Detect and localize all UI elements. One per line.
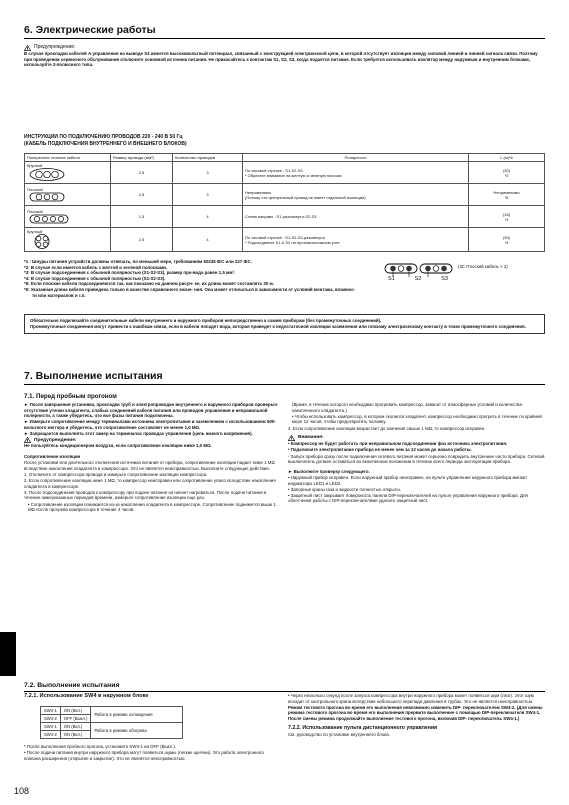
footnote: *6: Указанная длина кабеля приведена только в качестве справочного значе- ния. Она может отличаться в зависимости от условий монтажа, влажнос-	[24, 286, 356, 292]
table-row	[25, 228, 545, 252]
terminal-s3: S3	[441, 276, 448, 282]
subsection-7-2-title: 7.2. Выполнение испытания	[24, 682, 120, 689]
right-text-bold: Режим тестового прогона во время его выполнения невозможно изменить DIP- переключателем SW4-2. (Для смены режима тестового прогона во время его выполнения прервите выполнение с помощью DIP-переключателя SW4-1. После смены режима продолжайте выполнение тестового прогона, включив DIP- переключатель SW4-1.)	[288, 704, 543, 721]
s6-warning	[24, 45, 545, 68]
length: (30)	[502, 234, 511, 240]
check-item: • Запорные краны газа и жидкости полностью открыты.	[288, 486, 401, 492]
cable-type-cell	[25, 206, 111, 228]
subsection-7-1-title: 7.1. Перед пробным прогоном	[24, 393, 117, 400]
wire-size: 2,5	[111, 162, 173, 184]
sw4-note: * После выполнения пробного прогона, установите SW4-1 на OFF (Выкл.).	[24, 744, 177, 749]
pre-test-step: ► После завершения установки, прокладки труб и электропроводки внутреннего и наружного приборов проверьте отсутствие утечки хладагента, слабых соединений кабеля питания или проводов управления и неправильной полярности, а также убедитесь, что все фазы питания подключены.	[24, 402, 278, 419]
table-header-row	[25, 154, 545, 162]
length-cell	[469, 162, 545, 184]
length-note: *5	[504, 194, 509, 200]
right-text: (Время, в течение которого необходимо прогревать компрессор, зависит от атмосферных условий и количества накопленного хладагента.)	[292, 402, 522, 413]
s71-right-column	[288, 402, 545, 505]
attention-item: • Компрессор не будет работать при неправильном подсоединении фаз источника электропитания.	[288, 441, 508, 447]
check-title: ► Выполните проверку следующего.	[288, 468, 370, 474]
s6-warning-label: Предупреждение:	[34, 44, 76, 51]
sw4-note: • После подачи питания внутри наружного прибора могут появиться шумы (легкие щелчки). Это работа электронного клапана расширения (открытие и закрытие). Это не является неисправностью.	[24, 750, 264, 761]
switch-cell: SW4-2	[41, 715, 61, 723]
round-3-core-cable-icon	[27, 168, 67, 181]
table-row	[25, 206, 545, 228]
right-text: • Чтобы использовать компрессор, в котором скопился хладагент, компрессор необходимо прогреть в течение по крайней мере 12 часов, чтобы предотвратить поломку.	[292, 413, 542, 425]
polarity-note: (Потому что центральный провод не имеет отдельной изоляции)	[245, 194, 366, 200]
polarity-cell	[243, 206, 469, 228]
flat-3-core-cable-icon	[27, 192, 67, 202]
table-row	[41, 707, 183, 715]
mode-heat: Работа в режиме обогрева	[91, 723, 183, 739]
state-cell: ON (Вкл.)	[60, 723, 91, 731]
page-number: 108	[14, 786, 30, 796]
right-text: • Через несколько секунд после запуска компрессора внутри наружного прибора может появиться шум (лязг). Этот шум исходит от контрольного крана вследствие небольшого перепада давления в трубах. Это не является неисправностью.	[288, 693, 534, 704]
divider	[24, 691, 545, 692]
section-7-title: 7. Выполнение испытания	[24, 370, 545, 385]
table-row	[25, 184, 545, 206]
check-item: • Защитный лист закрывает поверхность панели DIP-переключателей на пульте управления наружного прибора. Для облегчения работы с DIP-переключателями удалите защитный лист.	[288, 492, 528, 504]
insulation-step: 1. Отключите от компрессора провода и измерьте сопротивление изоляции компрессора.	[24, 471, 208, 477]
wire-size: 1,5	[111, 206, 173, 228]
length-note: *2	[504, 172, 509, 178]
sw4-notes	[24, 744, 278, 762]
flat-cable-label: (3С Плоский кабель × 2)	[458, 264, 508, 269]
box-note-2: Промежуточные соединения могут привести к ошибкам связи, если в кабели попадет вода, которая приведет к недостаточной изоляции заземления или плохому электрическому контакту в точке промежуточного соединения.	[30, 323, 526, 329]
switch-cell: SW4-2	[41, 731, 61, 739]
wire-count: 3	[173, 184, 243, 206]
footnote: ти или материалов и т.п.	[32, 292, 86, 298]
length-note: *3	[504, 216, 509, 222]
terminal-s2: S2	[414, 276, 422, 282]
wiring-table	[24, 153, 545, 252]
instr-title: ИНСТРУКЦИИ ПО ПОДКЛЮЧЕНИЮ ПРОВОДОВ 220 - 240 В 50 Гц	[24, 134, 183, 140]
right-text: См. руководство по установке внутреннего блока.	[288, 731, 390, 737]
insulation-text: После установки или длительного отключения источника питания от прибора, сопротивление изоляции падает ниже 1 MΩ вследствие накопления хладагента в компрессоре. Это не является неисправностью. Выполните следующие действия.	[24, 460, 275, 471]
s72-right-column	[288, 693, 545, 738]
polarity: По часовой стрелке : S1-S2-S3	[245, 167, 303, 173]
state-cell: ON (Вкл.)	[60, 707, 91, 715]
s6-instr-title	[24, 134, 187, 147]
cable-type: Плоский	[27, 208, 43, 214]
polarity: Неприменимо	[245, 189, 272, 195]
polarity-cell	[243, 162, 469, 184]
polarity-note: * Обратите внимание на желтую и зеленую полоски	[245, 172, 342, 178]
length: (18)	[502, 211, 511, 217]
wire-size: 2,5	[111, 228, 173, 252]
length-cell	[469, 184, 545, 206]
col-header: Полярность	[243, 154, 469, 162]
polarity: Слева направо : S1-разомкнуто-S2-S3	[245, 214, 317, 219]
footnote: *3: В случае подсоединения с обычной полярностью (S1-S2-S3), размер про-вода равен 1,5 мм².	[24, 270, 236, 276]
table-row	[41, 723, 183, 731]
box-note	[24, 314, 545, 334]
subsection-7-2-1-title: 7.2.1. Использование SW4 в наружном блоке	[24, 693, 149, 699]
length-cell	[469, 206, 545, 228]
attention-item: - Запуск прибора сразу после подключения сетевого питания может серьезно повредить внутренние части прибора. Сетевой выключатель должен оставаться во включенном положении в течение всего периода эксплуатации прибора.	[288, 453, 545, 465]
terminal-s1: S1	[388, 276, 395, 282]
attention-item: • Подключите электропитание прибора не менее чем за 12 часов до начала работы.	[288, 447, 472, 453]
col-header: Поперечное сечение кабеля	[25, 154, 111, 162]
flat-cable-diagram	[384, 262, 454, 291]
s6-warning-text: В случае прокладки кабелей А-управления на выводе S3 имеется высоковольтный потенциал, связанный с конструкцией электрической цепи, в которой отсутствует изоляция между силовой линией и линией сигнала связи. Поэтому при проведении сервисного обслуживания отключите основной источник питания. Не прикасайтесь к контактам S1, S2, S3, когда подается питание. Если требуется использовать изолятор между наружным и внутренним блоками, используйте 3-полюсного типа.	[24, 51, 538, 68]
col-header: L (м)*6	[469, 154, 545, 162]
wire-count: 3	[173, 162, 243, 184]
s71-warning-text: Не пользуйтесь кондиционером воздуха, если сопротивление изоляции ниже 1,0 MΩ.	[24, 443, 212, 449]
side-tab	[0, 632, 16, 676]
insulation-title: Сопротивление изоляции	[24, 453, 81, 459]
col-header: Размер провода (мм²)	[111, 154, 173, 162]
pre-test-step: ► Запрещается выполнять этот замер на терминалах проводах управления (цепь низкого напряжения).	[24, 431, 253, 437]
right-text: 4. Если сопротивление изоляции возрастает до значения свыше 1 MΩ, то компрессор исправен.	[288, 425, 486, 431]
length-cell	[469, 228, 545, 252]
cable-type: Круглый	[27, 163, 43, 168]
cable-type-cell	[25, 162, 111, 184]
state-cell: OFF (Выкл.)	[60, 715, 91, 723]
polarity-cell	[243, 228, 469, 252]
cable-type-cell	[25, 184, 111, 206]
wire-count: 4	[173, 206, 243, 228]
flat-cable-pair-icon	[384, 262, 454, 286]
box-note-1: Обязательно подключайте соединительные кабели внутреннего и наружного приборов непосредственно к самим приборам (без промежуточных соединений).	[30, 318, 382, 323]
pre-test-step: ► Измерьте сопротивление между терминалами источника электропитания и заземлением с использованием 500-вольтного меггера и убедитесь, что сопротивление составляет не менее 1,0 MΩ.	[24, 419, 276, 430]
s71-left-column	[24, 402, 278, 513]
cable-type-cell	[25, 228, 111, 252]
col-header: Количество проводов	[173, 154, 243, 162]
cable-type: Круглый	[27, 229, 43, 234]
insulation-step: • Сопротивление изоляции понижается из-за накопления хладагента в компрессоре. Сопротивление поднимется выше 1 MΩ после прогрева компрессора в течение 4 часов.	[28, 501, 276, 513]
length: (30)	[502, 167, 511, 173]
switch-cell: SW4-1	[41, 723, 61, 731]
footnote: *2: В случае если имеется кабель с желтой и зеленой полосками.	[24, 264, 167, 270]
footnote: *4: В случае подсоединения с обычной полярностью (S1-S2-S3).	[24, 275, 166, 281]
subsection-7-2-2-title: 7.2.2. Использование пульта дистанционного управления	[288, 724, 438, 731]
wire-count: 4	[173, 228, 243, 252]
wire-size: 2,5	[111, 184, 173, 206]
footnote: *5: Если плоские кабели подсоединяются так, как показано на данном рисун- ке, их длина может составлять 30 м.	[24, 281, 275, 287]
insulation-step: 2. Если сопротивление изоляции ниже 1 MΩ, то компрессор неисправен или сопротивление упало вследствие накопления хладагента в компрессоре.	[24, 478, 276, 489]
section-6-title: 6. Электрические работы	[24, 24, 545, 39]
terminal-labels	[388, 276, 448, 282]
s71-warning-label: Предупреждение:	[34, 437, 77, 443]
polarity-note: * Подсоедините S1 & S3 на противоположном угле	[245, 239, 340, 245]
mode-cool: Работа в режиме охлаждения	[91, 707, 183, 723]
polarity-cell	[243, 184, 469, 206]
insulation-step: 3. После подсоединения проводов к компрессору при подаче питания он начнет нагреваться. После подачи питания в течение нижеуказанных периодов времени, измерьте сопротивление изоляции еще раз.	[24, 489, 267, 501]
flat-4-core-cable-icon	[27, 214, 71, 224]
table-row	[25, 162, 545, 184]
check-item: • Наружный прибор исправен. Если наружный прибор неисправен, на пульте управления наружного прибора мигают индикаторы LED1 и LED2.	[288, 474, 528, 486]
state-cell: ON (Вкл.)	[60, 731, 91, 739]
instr-subtitle: (КАБЕЛЬ ПОДКЛЮЧЕНИЯ ВНУТРЕННЕГО И ВНЕШНЕГО БЛОКОВ)	[24, 140, 187, 147]
attention-label: Внимания:	[298, 435, 324, 441]
length: Неприменимо	[493, 189, 520, 195]
round-4-core-cable-icon	[27, 234, 57, 249]
footnote: *1 : Шнуры питания устройств должны отвечать, по меньшей мере, требованиям 60245 IEC или 227 IEC.	[24, 259, 252, 264]
length-note: *4	[504, 239, 509, 245]
switch-cell: SW4-1	[41, 707, 61, 715]
sw4-table	[40, 706, 183, 739]
cable-type: Плоский	[27, 186, 43, 192]
polarity: По часовой стрелке : S1-S2-S3-разомкнуто	[245, 234, 326, 240]
